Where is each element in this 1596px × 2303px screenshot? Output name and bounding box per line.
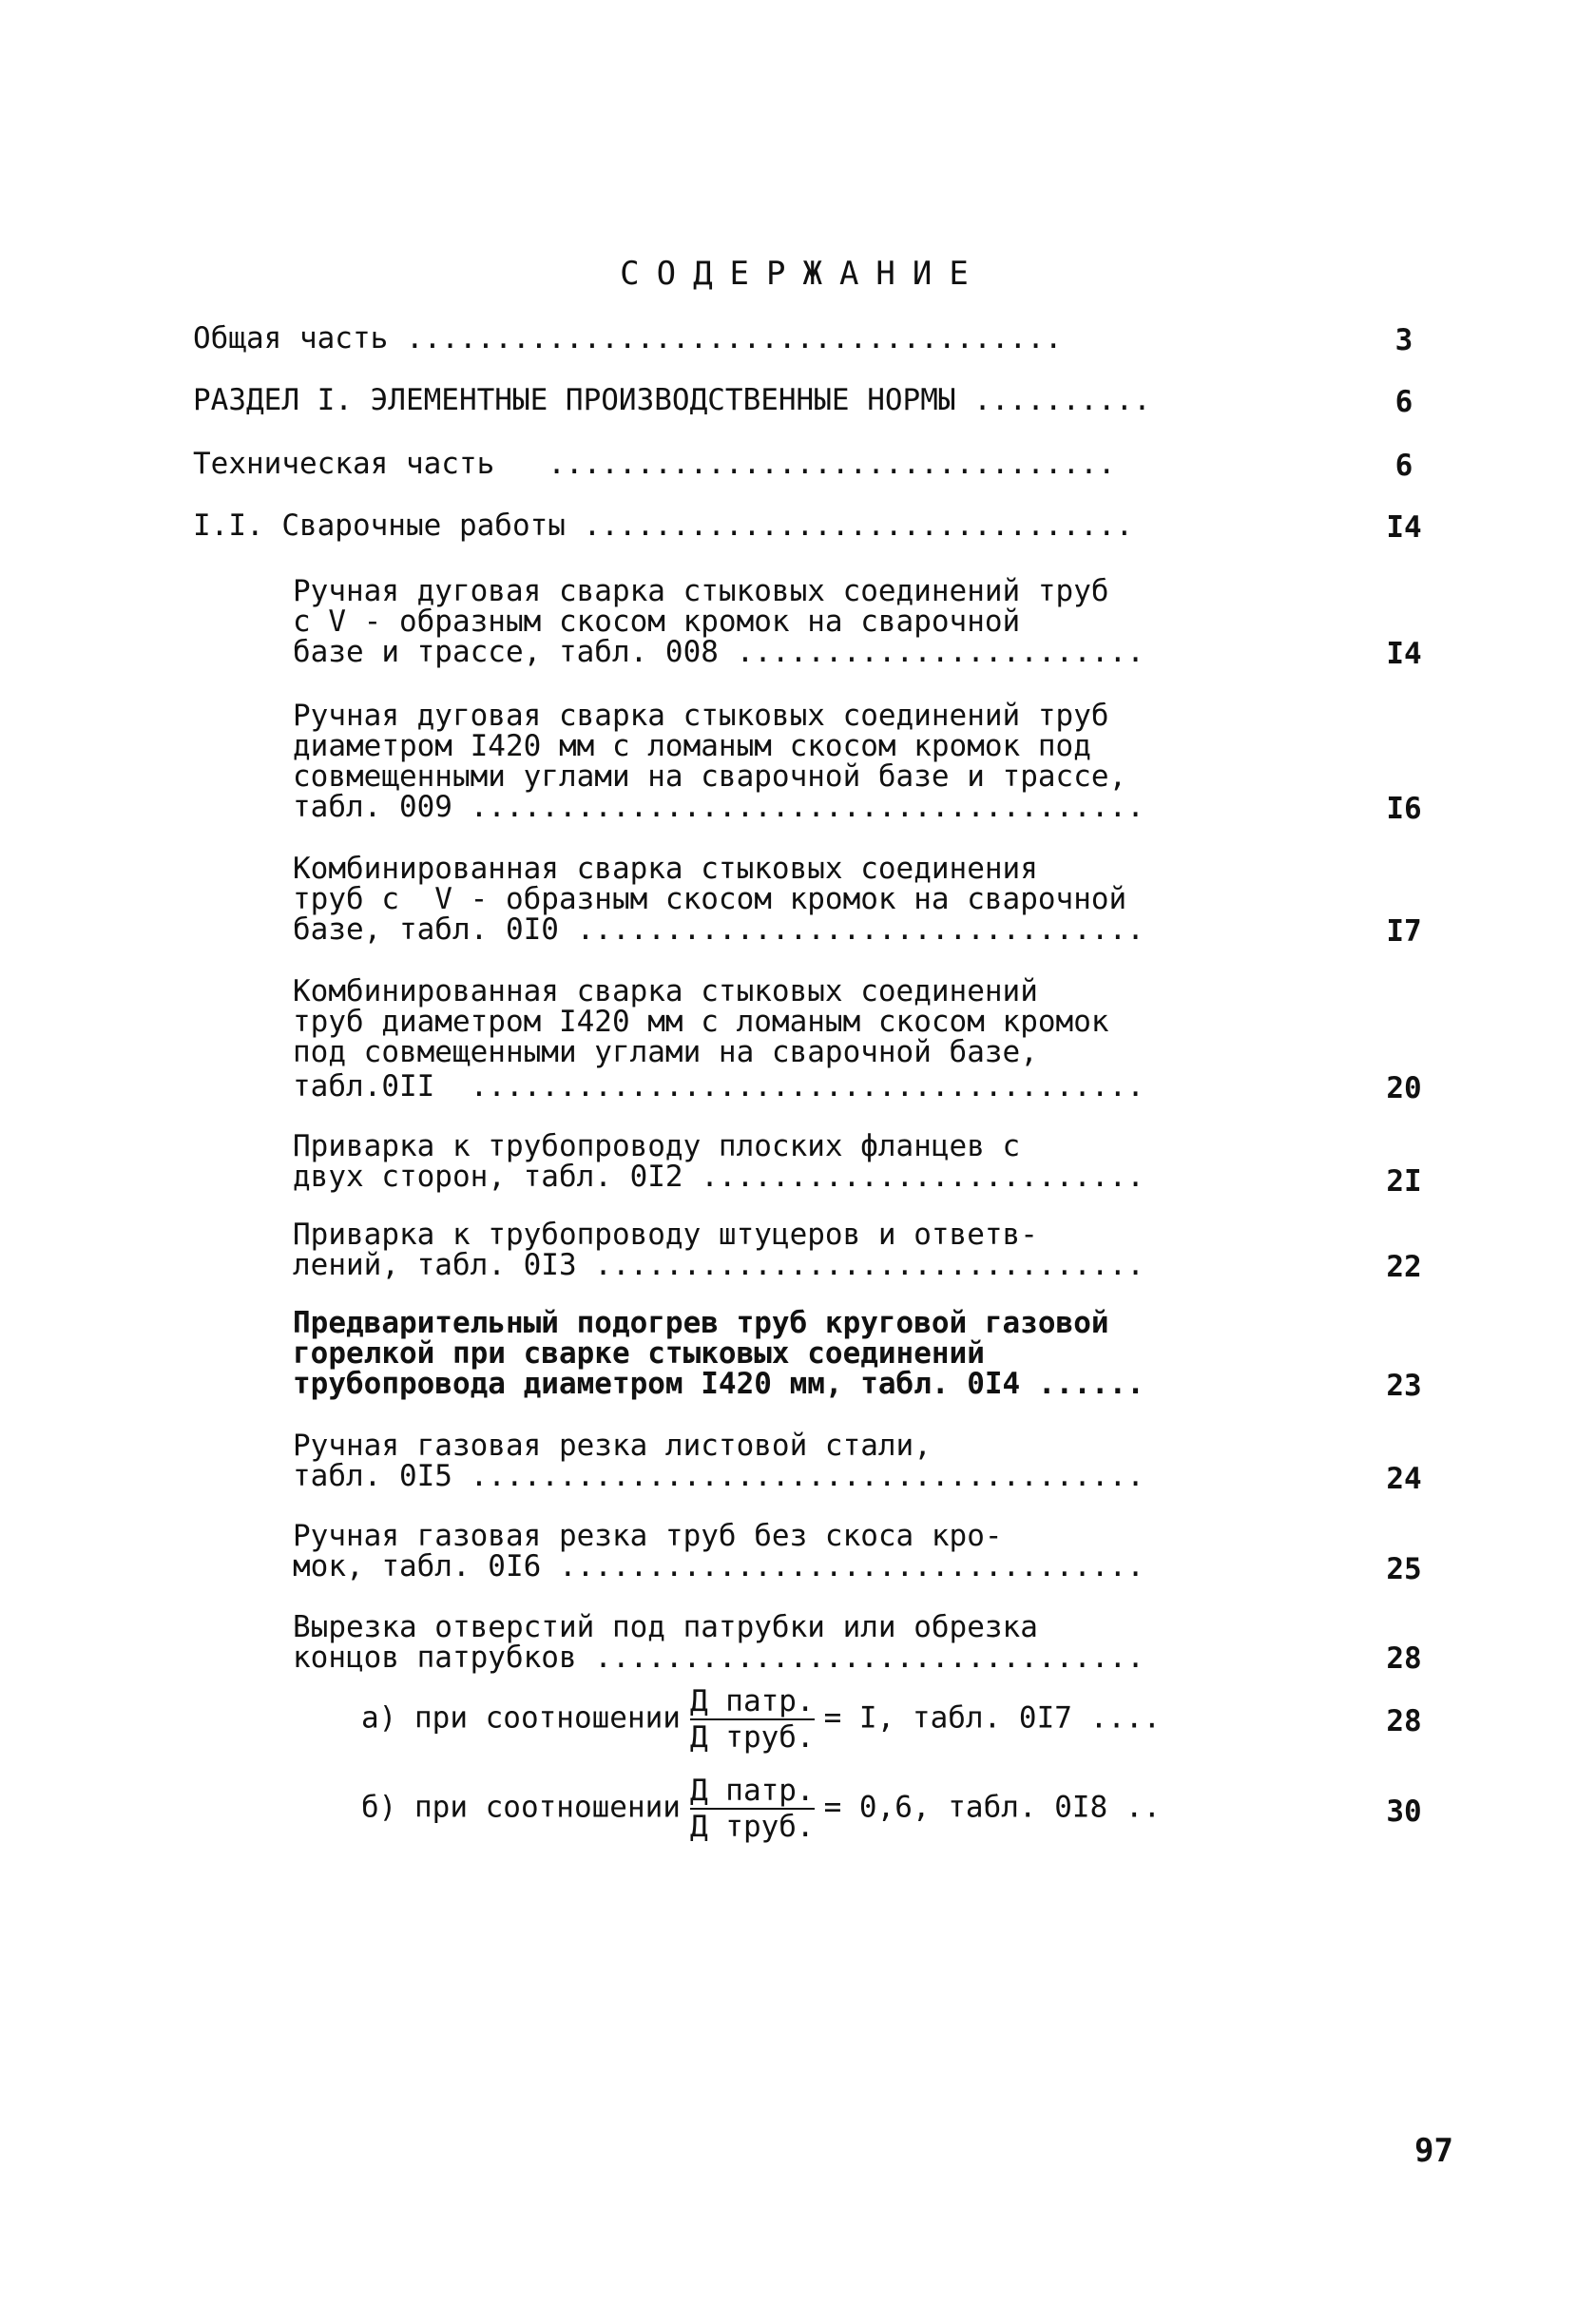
subentry-tail: = I, табл. 0I7 ....: [823, 1700, 1162, 1736]
toc-entry-text: концов патрубков ...............................: [293, 1641, 1144, 1675]
toc-entry-text: Предварительный подогрев труб круговой газовой: [293, 1306, 1109, 1340]
page-number: 97: [1414, 2132, 1453, 2170]
ratio-fraction: [690, 1774, 815, 1844]
toc-page-number: I6: [1386, 792, 1422, 826]
toc-page-number: I4: [1386, 510, 1422, 545]
toc-page-number: 23: [1386, 1369, 1422, 1403]
toc-entry-text: лений, табл. 0I3 ...............................: [293, 1248, 1144, 1282]
toc-entry-text: диаметром I420 мм с ломаным скосом кромок под: [293, 729, 1091, 763]
toc-page-number: 6: [1394, 385, 1413, 419]
toc-page-number: I4: [1386, 637, 1422, 671]
toc-entry-text: Приварка к трубопроводу штуцеров и ответв-: [293, 1218, 1038, 1252]
subentry-lead: б) при соотношении: [361, 1790, 681, 1825]
toc-entry-text: труб с V - образным скосом кромок на сварочной: [293, 882, 1127, 916]
toc-entry-text: двух сторон, табл. 0I2 .........................: [293, 1160, 1144, 1194]
toc-entry-text: Общая часть .....................................: [193, 321, 1063, 355]
toc-entry-text: совмещенными углами на сварочной базе и трассе,: [293, 759, 1127, 794]
fraction-numerator: Д патр.: [689, 1684, 815, 1718]
toc-entry-text: Комбинированная сварка стыковых соединений: [293, 974, 1038, 1008]
toc-page-number: 3: [1394, 323, 1413, 357]
toc-entry-text: Ручная газовая резка труб без скоса кро-: [293, 1519, 1003, 1553]
toc-subentry: [361, 1684, 1161, 1755]
toc-page-number: 22: [1386, 1250, 1422, 1284]
toc-page-number: 24: [1386, 1462, 1422, 1496]
toc-entry-text: Техническая часть ................................: [193, 447, 1116, 481]
toc-page-number: 28: [1386, 1641, 1422, 1676]
page-title: СОДЕРЖАНИЕ: [620, 255, 986, 293]
subentry-tail: = 0,6, табл. 0I8 ..: [823, 1790, 1162, 1825]
toc-entry-text: РАЗДЕЛ I. ЭЛЕМЕНТНЫЕ ПРОИЗВОДСТВЕННЫЕ НОРМЫ ..........: [193, 383, 1151, 417]
toc-page-number: 30: [1386, 1794, 1422, 1829]
toc-page-number: 25: [1386, 1552, 1422, 1586]
toc-page-number: 28: [1386, 1704, 1422, 1738]
toc-page-number: I7: [1386, 914, 1422, 949]
toc-entry-text: I.I. Сварочные работы ...............................: [193, 509, 1134, 543]
toc-entry-text: Ручная дуговая сварка стыковых соединений труб: [293, 699, 1109, 733]
toc-page-number: 2I: [1386, 1164, 1422, 1199]
toc-entry-text: Комбинированная сварка стыковых соединения: [293, 852, 1038, 886]
toc-entry-text: Вырезка отверстий под патрубки или обрезка: [293, 1610, 1038, 1644]
toc-entry-text: под совмещенными углами на сварочной базе,: [293, 1035, 1038, 1069]
toc-entry-text: труб диаметром I420 мм с ломаным скосом кромок: [293, 1005, 1109, 1039]
subentry-lead: а) при соотношении: [361, 1700, 681, 1736]
toc-entry-text: трубопровода диаметром I420 мм, табл. 0I4 ......: [293, 1367, 1144, 1401]
toc-entry-text: мок, табл. 0I6 .................................: [293, 1549, 1144, 1583]
toc-entry-text: Ручная дуговая сварка стыковых соединений труб: [293, 574, 1109, 608]
toc-page-number: 20: [1386, 1071, 1422, 1105]
ratio-fraction: [690, 1684, 815, 1755]
toc-entry-text: горелкой при сварке стыковых соединений: [293, 1336, 985, 1371]
toc-entry-text: табл. 009 ......................................: [293, 790, 1144, 824]
toc-entry-text: базе и трассе, табл. 008 .......................: [293, 635, 1144, 669]
toc-entry-text: Приварка к трубопроводу плоских фланцев с: [293, 1129, 1021, 1163]
toc-page-number: 6: [1394, 449, 1413, 483]
fraction-denominator: Д труб.: [689, 1720, 815, 1755]
toc-subentry: [361, 1774, 1161, 1844]
toc-entry-text: с V - образным скосом кромок на сварочной: [293, 605, 1021, 639]
fraction-denominator: Д труб.: [689, 1810, 815, 1844]
toc-entry-text: базе, табл. 0I0 ................................: [293, 912, 1144, 947]
toc-entry-text: Ручная газовая резка листовой стали,: [293, 1429, 932, 1463]
fraction-numerator: Д патр.: [689, 1774, 815, 1808]
toc-entry-text: табл. 0I5 ......................................: [293, 1459, 1144, 1493]
toc-entry-text: табл.0II ......................................: [293, 1069, 1144, 1104]
